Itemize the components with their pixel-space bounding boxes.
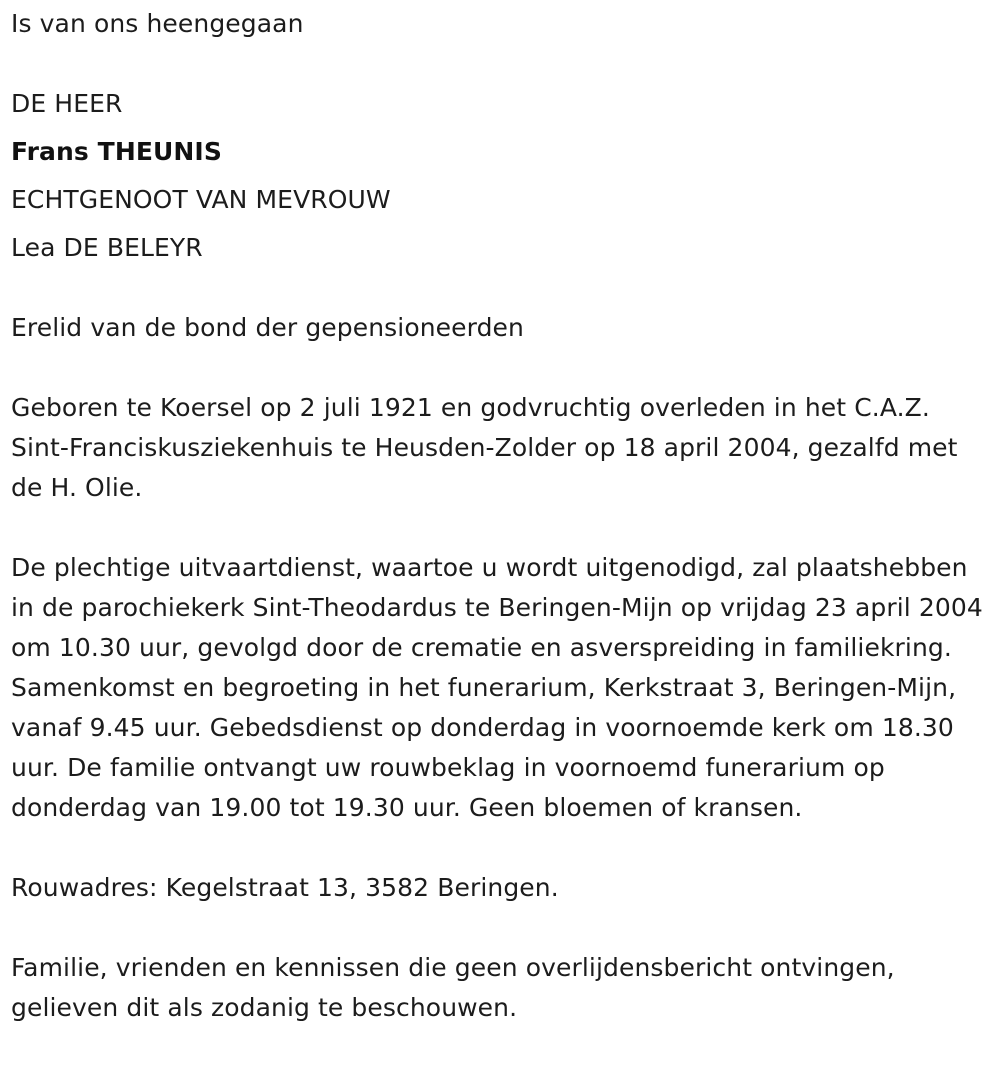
spouse-name: Lea DE BELEYR — [11, 233, 203, 262]
closing-paragraph: Familie, vrienden en kennissen die geen overlijdensbericht ontvingen, gelieven dit als zodanig te beschouwen. — [11, 953, 895, 1022]
intro-line: Is van ons heengegaan — [11, 9, 304, 38]
funeral-paragraph: De plechtige uitvaartdienst, waartoe u wordt uitgenodigd, zal plaatshebben in de parochiekerk Sint-Theodardus te Beringen-Mijn op vrijdag 23 april 2004 om 10.30 uur, gevolgd door de crematie en asverspreiding in familiekring. Samenkomst en begroeting in het funerarium, Kerkstraat 3, Beringen-Mijn, vanaf 9.45 uur. Gebedsdienst op donderdag in voornoemde kerk om 18.30 uur. De familie ontvangt uw rouwbeklag in voornoemd funerarium op donderdag van 19.00 tot 19.30 uur. Geen bloemen of kransen. — [11, 553, 983, 822]
address-line: Rouwadres: Kegelstraat 13, 3582 Beringen. — [11, 873, 559, 902]
honorific: DE HEER — [11, 89, 123, 118]
birth-death-paragraph: Geboren te Koersel op 2 juli 1921 en godvruchtig overleden in het C.A.Z. Sint-Franciskusziekenhuis te Heusden-Zolder op 18 april 2004, gezalfd met de H. Olie. — [11, 393, 958, 502]
deceased-name: Frans THEUNIS — [11, 137, 222, 166]
membership-line: Erelid van de bond der gepensioneerden — [11, 313, 524, 342]
obituary-notice — [11, 4, 991, 1028]
relation-line: ECHTGENOOT VAN MEVROUW — [11, 185, 391, 214]
